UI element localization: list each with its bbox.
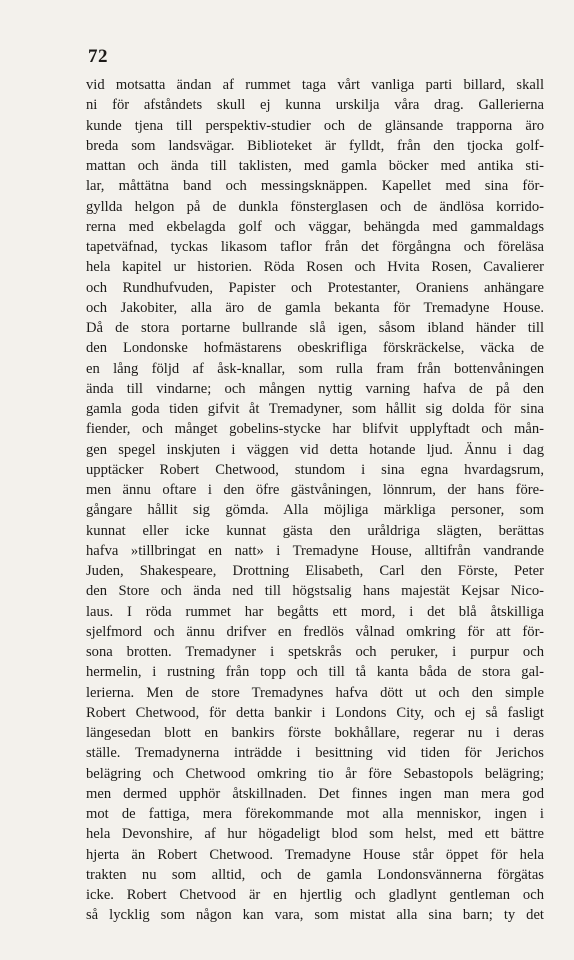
text-line: men ännu oftare i den öfre gästvåningen, lönnrum, der hans före-	[86, 482, 544, 498]
text-line: Då de stora portarne bullrande slå igen, såsom ibland händer till	[86, 320, 544, 336]
text-line: och Rundhufvuden, Papister och Protestanter, Oraniens anhängare	[86, 279, 544, 296]
text-line: mattan och ända till taklisten, med gamla böcker med antika sti-	[86, 158, 544, 174]
text-line: den Londonske hofmästarens obeskrifliga förskräckelse, väcka de	[86, 340, 544, 357]
text-line: breda som landsvägar. Biblioteket är fylldt, från den tjocka golf-	[86, 137, 544, 154]
text-line: lerierna. Men de store Tremadynes hafva dött ut och den simple	[86, 684, 544, 701]
text-line: hela kapitel ur historien. Röda Rosen och Hvita Rosen, Cavalierer	[86, 259, 544, 276]
text-line: kunnat eller icke kunnat gästa den uråldriga slägten, berättas	[86, 522, 544, 539]
text-line: ända till vindarne; och mången nyttig varning hafva de på den	[86, 380, 544, 397]
text-line: vid motsatta ändan af rummet taga vårt vanliga parti billard, skall	[86, 77, 544, 93]
text-line: belägring och Chetwood omkring tio år före Sebastopols belägring;	[86, 765, 544, 782]
text-line: hafva »tillbringat en natt» i Tremadyne House, alltifrån vandrande	[86, 542, 544, 559]
text-line: tapetväfnad, tyckas likasom taflor från det förgångna och föreläsa	[86, 239, 544, 255]
text-line: trakten nu som alltid, och de gamla Londonsvännerna förgätas	[86, 866, 544, 883]
text-line: mot de fattiga, mera förekommande mot alla menniskor, ingen i	[86, 806, 544, 822]
text-line: den Store och ända ned till högstsalig hans majestät Kejsar Nico-	[86, 583, 544, 600]
text-line: längesedan blott en bankirs förste bokhållare, regerar nu i deras	[86, 725, 544, 741]
text-line: upptäcker Robert Chetwood, stundom i sina egna hvardagsrum,	[86, 461, 544, 478]
text-line: gamla goda tiden gifvit åt Tremadyner, som hållit sig dolda för sina	[86, 401, 544, 417]
text-line: lar, måttätna band och messingsknäppen. Kapellet med sina för-	[86, 178, 544, 195]
text-line: hela Devonshire, af hur högadeligt blod som helst, med ett bättre	[86, 826, 544, 843]
text-line: icke. Robert Chetvood är en hjertlig och gladlynt gentleman och	[86, 887, 544, 903]
text-line: men dermed upphör åtskillnaden. Det finnes ingen man mera god	[86, 785, 544, 802]
text-line: ni för afståndets skull ej kunna urskilja våra drag. Gallerierna	[86, 97, 544, 114]
text-line: kunde tjena till perspektiv-studier och de glänsande trapporna äro	[86, 117, 544, 134]
text-line: och Jakobiter, alla äro de gamla bekanta för Tremadyne House.	[86, 299, 544, 316]
text-line: gångare hållit sig gömda. Alla möjliga märkliga personer, som	[86, 502, 544, 519]
text-line: en lång följd af åsk-knallar, som rulla fram från bottenvåningen	[86, 360, 544, 377]
text-line: laus. I röda rummet har begåtts ett mord, i det blå åtskilliga	[86, 603, 544, 620]
text-line: Robert Chetwood, för detta bankir i Londons City, och ej så fasligt	[86, 704, 544, 721]
text-line: ställe. Tremadynerna inträdde i besittning vid tiden för Jerichos	[86, 745, 544, 762]
text-line: gen spegel inskjuten i väggen vid detta hotande ljud. Ännu i dag	[86, 441, 544, 458]
page-number: 72	[88, 46, 108, 67]
text-line: så lycklig som någon kan vara, som mistat alla sina barn; ty det	[86, 907, 544, 924]
text-line: rerna med ekbelagda golf och väggar, behängda med gammaldags	[86, 218, 544, 235]
text-line: sona brotten. Tremadyner i spetskrås och peruker, i purpur och	[86, 644, 544, 660]
text-line: hjerta än Robert Chetwood. Tremadyne House står öppet för hela	[86, 846, 544, 863]
text-line: Juden, Shakespeare, Drottning Elisabeth, Carl den Förste, Peter	[86, 563, 544, 579]
text-line: fiender, och månget gobelins-stycke har blifvit upplyftadt och mån-	[86, 421, 544, 438]
body-text	[86, 75, 544, 926]
text-line: sjelfmord och ännu drifver en fredlös vålnad omkring för att för-	[86, 623, 544, 640]
text-line: gyllda helgon på de dunkla fönsterglasen och de ändlösa korrido-	[86, 198, 544, 215]
text-line: hermelin, i rustning från topp och till tå kanta båda de stora gal-	[86, 664, 544, 681]
